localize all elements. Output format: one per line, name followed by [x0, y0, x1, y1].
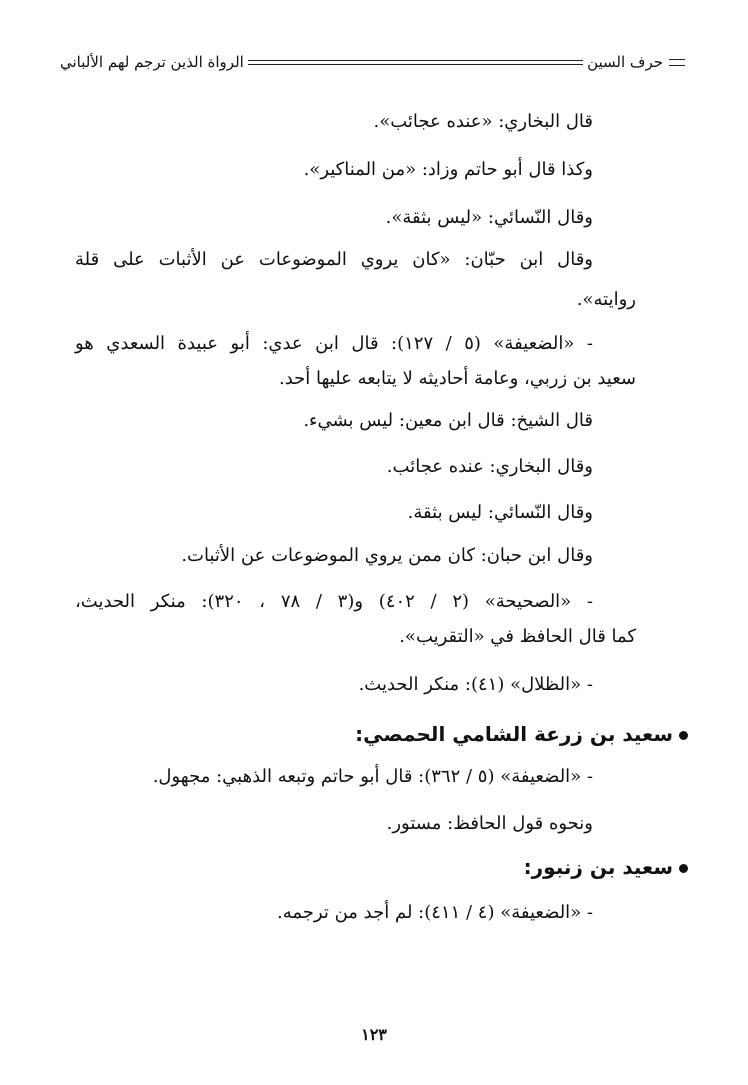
text-line: وقال ابن حبّان: «كان يروي الموضوعات عن الأثبات على قلة: [75, 249, 593, 270]
text-line: وقال النّسائي: «ليس بثقة».: [385, 207, 593, 228]
text-line: قال الشيخ: قال ابن معين: ليس بشيء.: [303, 410, 593, 431]
text-line: وكذا قال أبو حاتم وزاد: «من المناكير».: [303, 159, 593, 180]
text-line: - «الصحيحة» (٢ / ٤٠٢) و(٣ / ٧٨ ، ٣٢٠): منكر الحديث،: [75, 591, 594, 612]
text-line: - «الظلال» (٤١): منكر الحديث.: [358, 674, 593, 695]
header-section: حرف السين: [587, 53, 663, 71]
text-line: وقال النّسائي: ليس بثقة.: [407, 502, 593, 523]
running-header: [60, 48, 685, 76]
entry-heading: سعيد بن زنبور:: [524, 852, 688, 882]
text-line: سعيد بن زربي، وعامة أحاديثه لا يتابعه عليها أحد.: [278, 368, 636, 389]
text-line: - «الضعيفة» (٥ / ١٢٧): قال ابن عدي: أبو عبيدة السعدي هو: [75, 333, 593, 354]
header-book-title: الرواة الذين ترجم لهم الألباني: [60, 53, 244, 71]
page-number: ١٢٣: [361, 1025, 387, 1044]
text-line: روايته».: [576, 289, 636, 310]
text-line: - «الضعيفة» (٤ / ٤١١): لم أجد من ترجمه.: [277, 902, 593, 923]
header-rule: [248, 60, 583, 65]
bullet-icon: [679, 731, 688, 740]
header-ornament: [669, 59, 685, 66]
text-line: ونحوه قول الحافظ: مستور.: [386, 813, 593, 834]
text-line: كما قال الحافظ في «التقريب».: [399, 626, 636, 647]
text-line: وقال البخاري: عنده عجائب.: [386, 456, 593, 477]
bullet-icon: [679, 864, 688, 873]
entry-heading: سعيد بن زرعة الشامي الحمصي:: [355, 719, 688, 749]
text-line: قال البخاري: «عنده عجائب».: [373, 111, 593, 132]
text-line: - «الضعيفة» (٥ / ٣٦٢): قال أبو حاتم وتبعه الذهبي: مجهول.: [152, 766, 593, 787]
text-line: وقال ابن حبان: كان ممن يروي الموضوعات عن الأثبات.: [181, 545, 593, 566]
